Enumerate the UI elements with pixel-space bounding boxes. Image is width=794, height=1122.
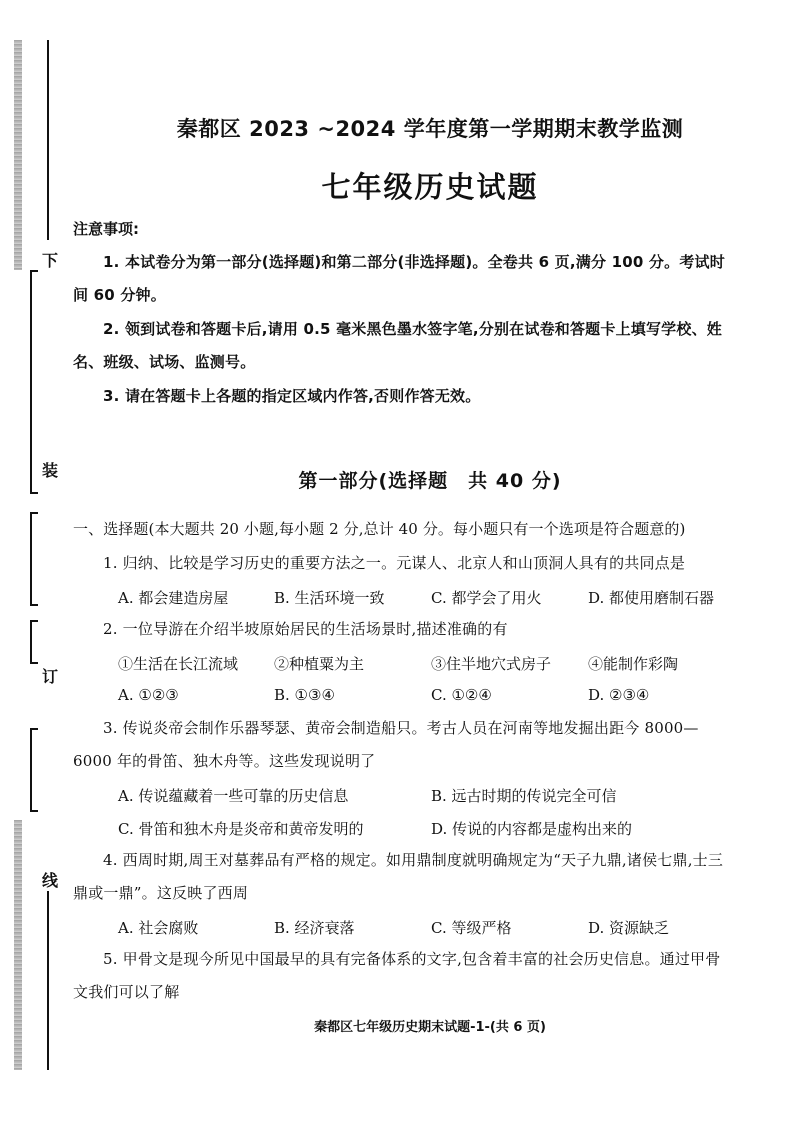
option-row (118, 686, 738, 710)
section-instructions: 一、选择题(本大题共 20 小题,每小题 2 分,总计 40 分。每小题只有一个选项是符合题意的) (73, 520, 686, 538)
question-stem: 5. 甲骨文是现今所见中国最早的具有完备体系的文字,包含着丰富的社会历史信息。通过甲骨文我们可以了解 (73, 950, 721, 1001)
binding-label-xian: 线 (40, 868, 60, 891)
binding-edge-texture (14, 40, 22, 270)
exam-subtitle: 七年级历史试题 (321, 170, 539, 204)
option-c: C. ①②④ (431, 686, 492, 704)
note-item: 1. 本试卷分为第一部分(选择题)和第二部分(非选择题)。全卷共 6 页,满分 100 分。考试时间 60 分钟。 (73, 253, 725, 304)
option-row (118, 917, 738, 941)
question-stem: 4. 西周时期,周王对墓葬品有严格的规定。如用鼎制度就明确规定为“天子九鼎,诸侯七鼎,士三鼎或一鼎”。这反映了西周 (73, 851, 724, 902)
option-d: D. ②③④ (588, 686, 650, 704)
binding-bracket (30, 728, 38, 812)
option-row (118, 587, 738, 611)
statement-2: ②种植粟为主 (274, 655, 365, 673)
statement-1: ①生活在长江流域 (118, 655, 239, 673)
statement-row (118, 653, 738, 677)
binding-label-xia: 下 (40, 248, 60, 271)
page-footer: 秦都区七年级历史期末试题-1-(共 6 页) (314, 1020, 546, 1035)
notes-heading: 注意事项: (73, 220, 139, 238)
option-c: C. 都学会了用火 (431, 589, 542, 607)
option-row (118, 785, 738, 809)
note-item: 3. 请在答题卡上各题的指定区域内作答,否则作答无效。 (103, 387, 481, 405)
question-stem: 1. 归纳、比较是学习历史的重要方法之一。元谋人、北京人和山顶洞人具有的共同点是 (103, 554, 686, 572)
option-d: D. 资源缺乏 (588, 919, 670, 937)
option-d: D. 都使用磨制石器 (588, 589, 715, 607)
binding-edge-texture (14, 820, 22, 1070)
option-a: A. ①②③ (118, 686, 179, 704)
binding-line (47, 40, 49, 240)
option-d: D. 传说的内容都是虚构出来的 (431, 820, 633, 838)
binding-bracket (30, 620, 38, 664)
option-b: B. 生活环境一致 (274, 589, 385, 607)
statement-3: ③住半地穴式房子 (431, 655, 552, 673)
question-stem: 2. 一位导游在介绍半坡原始居民的生活场景时,描述准确的有 (103, 620, 508, 638)
exam-title: 秦都区 2023 ~2024 学年度第一学期期末教学监测 (176, 117, 684, 141)
option-b: B. ①③④ (274, 686, 335, 704)
binding-line (47, 880, 49, 1070)
note-item: 2. 领到试卷和答题卡后,请用 0.5 毫米黑色墨水签字笔,分别在试卷和答题卡上填写学校、姓名、班级、试场、监测号。 (73, 320, 722, 371)
section-title: 第一部分(选择题 共 40 分) (298, 470, 562, 492)
statement-4: ④能制作彩陶 (588, 655, 679, 673)
option-b: B. 经济衰落 (274, 919, 355, 937)
option-c: C. 骨笛和独木舟是炎帝和黄帝发明的 (118, 820, 364, 838)
binding-bracket (30, 512, 38, 606)
question-stem: 3. 传说炎帝会制作乐器琴瑟、黄帝会制造船只。考古人员在河南等地发掘出距今 8000—6000 年的骨笛、独木舟等。这些发现说明了 (73, 719, 699, 770)
option-a: A. 社会腐败 (118, 919, 199, 937)
option-b: B. 远古时期的传说完全可信 (431, 787, 617, 805)
option-a: A. 都会建造房屋 (118, 589, 229, 607)
option-a: A. 传说蕴藏着一些可靠的历史信息 (118, 787, 349, 805)
option-c: C. 等级严格 (431, 919, 512, 937)
binding-bracket (30, 270, 38, 494)
binding-label-ding: 订 (40, 664, 60, 687)
option-row (118, 818, 738, 842)
binding-label-zhuang: 装 (40, 458, 60, 481)
